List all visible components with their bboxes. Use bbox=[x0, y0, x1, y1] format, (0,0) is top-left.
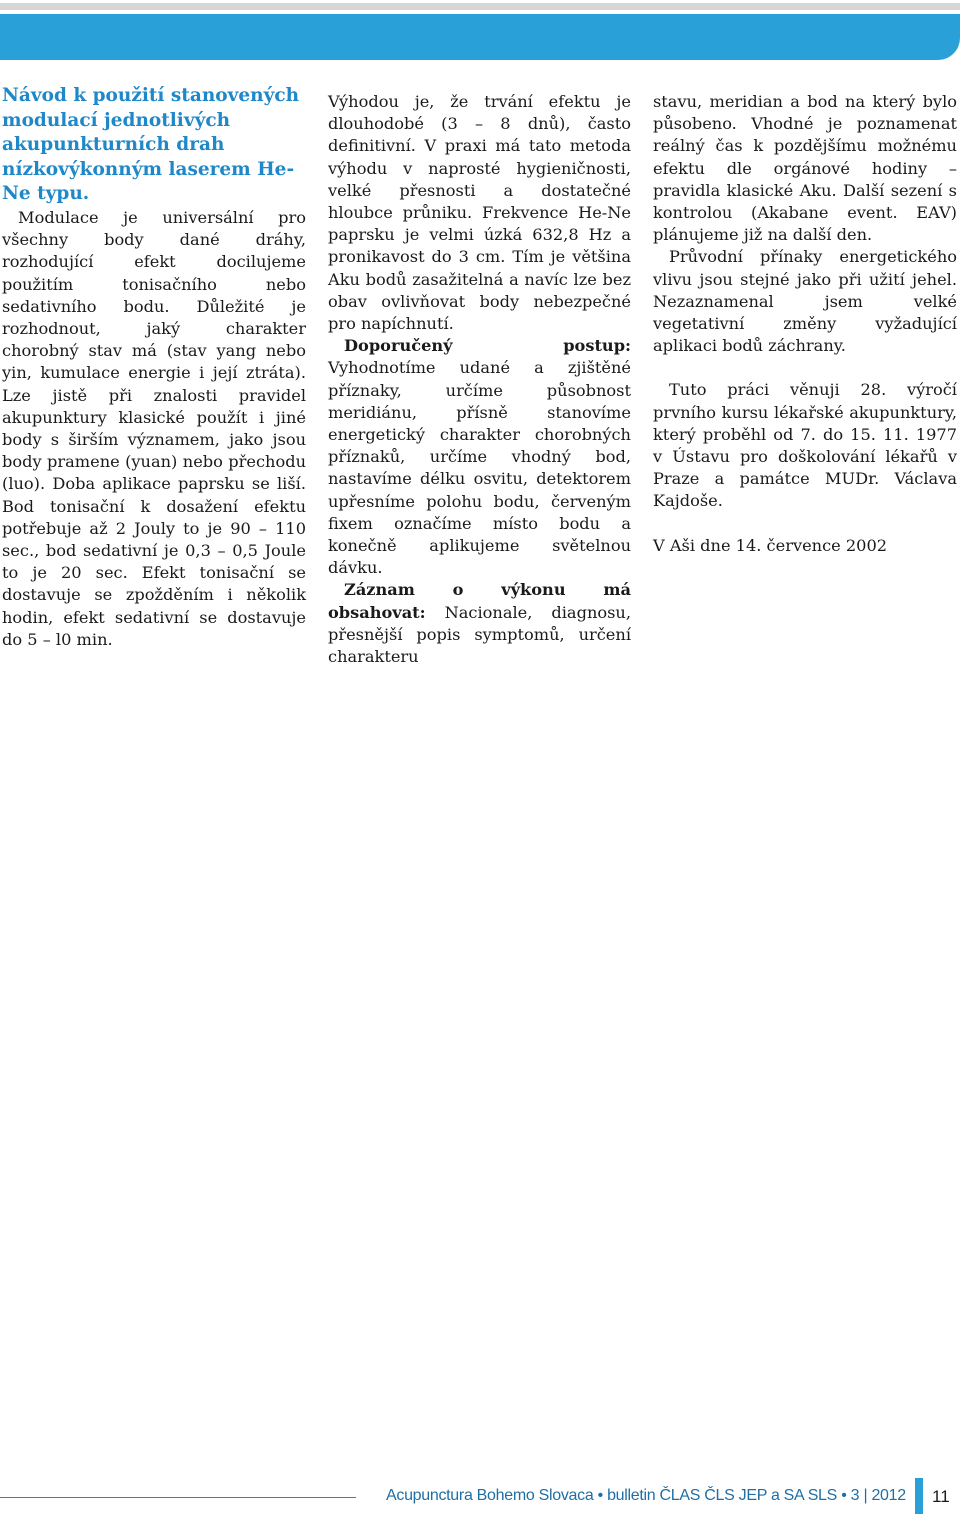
footer-accent-bar bbox=[915, 1478, 923, 1514]
col3-paragraph-2: Průvodní přínaky energetického vlivu jsou stejné jako při užití jehel. Nezaznamenal jsem velké vegetativní změny vyžadující aplikaci bodů záchrany. bbox=[653, 247, 957, 356]
footer-issue: 3 bbox=[850, 1487, 860, 1504]
col3-paragraph-1: stavu, meridian a bod na který bylo působeno. Vhodné je poznamenat reálný čas k pozdějšímu možnému efektu dle orgánové hodiny – pravidla klasické Aku. Další sezení s kontrolou (Akabane event. EAV) plánujeme již na další den. bbox=[653, 92, 957, 245]
recommended-procedure-text: Vyhodnotíme udané a zjištěné příznaky, určíme působnost meridiánu, přísně stanovíme energetický charakter chorobných příznaků, určíme vhodný bod, nastavíme délku osvitu, detektorem upřesníme polohu bodu, červeným fixem označíme místo bodu a konečně aplikujeme světelnou dávku. bbox=[328, 358, 631, 578]
record-text: Nacionale, diagnosu, přesnější popis symptomů, určení charakteru bbox=[328, 602, 631, 667]
footer-publication-line bbox=[386, 1487, 906, 1505]
column-1 bbox=[2, 84, 306, 651]
col2-paragraph-1: Výhodou je, že trvání efektu je dlouhodobé (3 – 8 dnů), často definitivní. V praxi má tato metoda výhodu v naprosté hygieničnosti, velké přesnosti a dostatečné hloubce průniku. Frekvence He-Ne paprsku je velmi úzká 632,8 Hz a pronikavost do 3 cm. Tím je většina Aku bodů zasažitelná a navíc lze bez obav ovlivňovat body nebezpečné pro napíchnutí. bbox=[328, 92, 631, 334]
column-2 bbox=[328, 91, 631, 668]
col2-paragraph-2 bbox=[328, 335, 631, 579]
col1-paragraph-1: Modulace je universální pro všechny body dané dráhy, rozhodující efekt docilujeme použitím tonisačního nebo sedativního bodu. Důležité je rozhodnout, jaký charakter chorobný stav má (stav yang nebo yin, kumulace energie i její ztráta). Lze jistě při znalosti pravidel akupunktury klasické použít i jiné body s širším významem, jako jsou body pramene (yuan) nebo přechodu (luo). Doba aplikace paprsku se liší. Bod tonisační k dosažení efektu potřebuje až 2 Jouly to je 90 – 110 sec., bod sedativní je 0,3 – 0,5 Joule to je 20 sec. Efekt tonisační se dostavuje se zpožděním i několik hodin, efekt sedativní se dostavuje do 5 – l0 min. bbox=[2, 207, 306, 649]
top-gray-rule bbox=[0, 3, 960, 10]
recommended-procedure-label: Doporučený postup: bbox=[344, 336, 631, 356]
page-number: 11 bbox=[932, 1487, 950, 1506]
footer-separator: | bbox=[863, 1487, 868, 1504]
footer-publication: Acupunctura Bohemo Slovaca bbox=[386, 1487, 594, 1504]
date-line: V Aši dne 14. července 2002 bbox=[653, 535, 888, 555]
record-label: Záznam o výkonu má obsahovat: bbox=[328, 580, 631, 622]
column-3 bbox=[653, 91, 957, 557]
top-blue-band bbox=[0, 14, 960, 60]
footer-rule bbox=[0, 1497, 356, 1498]
footer-year: 2012 bbox=[871, 1487, 906, 1504]
article-title: Návod k použití stanovených modulací jednotlivých akupunkturních drah nízkovýkonným laserem He-Ne typu. bbox=[2, 85, 300, 205]
bullet-icon: • bbox=[597, 1487, 603, 1504]
dedication-paragraph: Tuto práci věnuji 28. výročí prvního kursu lékařské akupunktury, který proběhl od 7. do 15. 11. 1977 v Ústavu pro doškolování lékařů v Praze a památce MUDr. Václava Kajdoše. bbox=[653, 380, 957, 511]
bullet-icon: • bbox=[841, 1487, 847, 1504]
col2-paragraph-3 bbox=[328, 579, 631, 668]
footer-bulletin: bulletin ČLAS ČLS JEP a SA SLS bbox=[607, 1487, 838, 1504]
